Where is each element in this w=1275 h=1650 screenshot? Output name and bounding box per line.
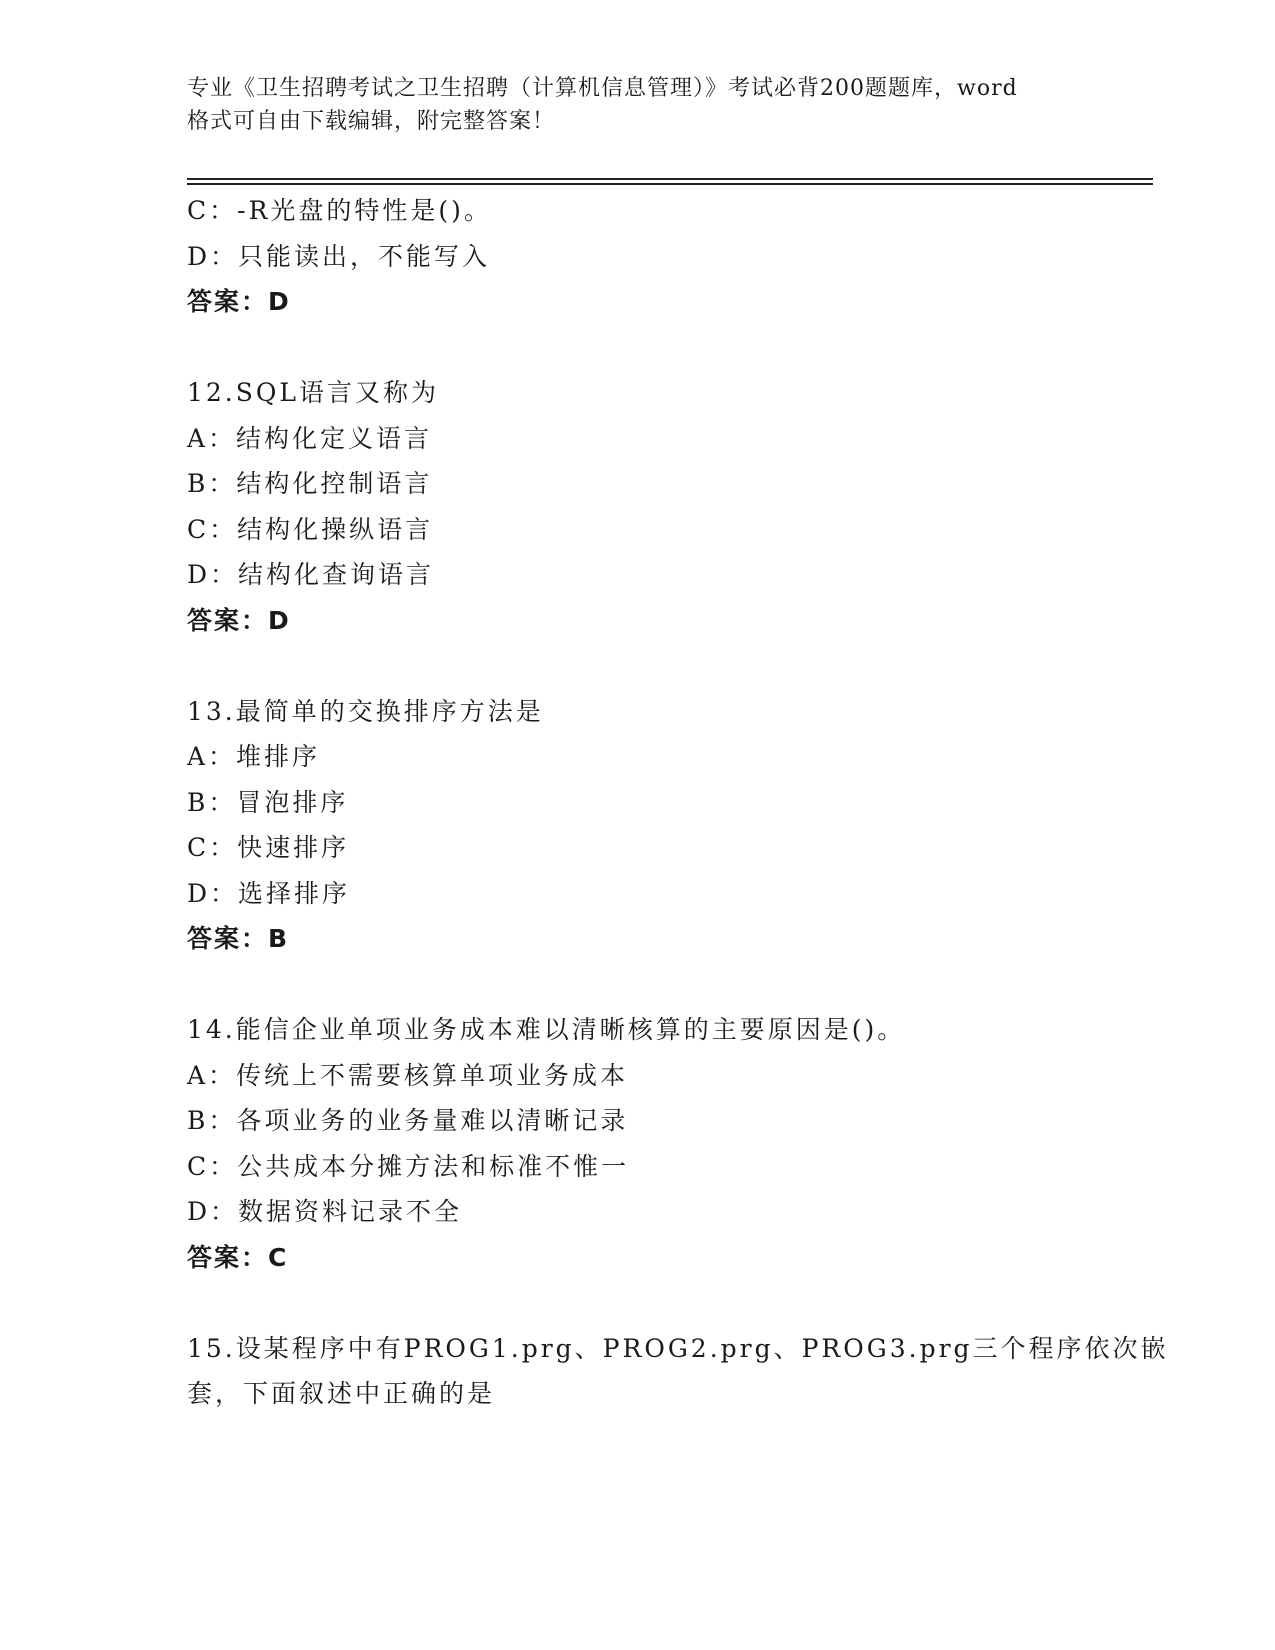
- option-c: C：公共成本分摊方法和标准不惟一: [187, 1151, 630, 1181]
- answer-line: 答案：B: [187, 924, 290, 953]
- option-d: D：结构化查询语言: [187, 560, 435, 589]
- option-b: B：结构化控制语言: [187, 469, 433, 498]
- option-b: B：冒泡排序: [187, 787, 349, 817]
- question-fragment: [187, 188, 1087, 325]
- option-c: C：-R光盘的特性是()。: [187, 196, 492, 225]
- question-list: [187, 188, 1169, 1417]
- header-divider-bottom: [187, 183, 1153, 185]
- question-15: [187, 1326, 1169, 1417]
- question-13: [187, 689, 1087, 962]
- question-14: [187, 1007, 1087, 1280]
- header-line-2: 格式可自由下载编辑，附完整答案！: [187, 109, 556, 134]
- question-stem-line-2: 套，下面叙述中正确的是: [187, 1379, 496, 1408]
- header-divider-top: [187, 178, 1153, 180]
- spacer: [187, 1280, 1087, 1326]
- answer-line: 答案：D: [187, 605, 291, 635]
- option-c: C：结构化操纵语言: [187, 514, 434, 544]
- option-a: A：结构化定义语言: [187, 423, 433, 453]
- option-a: A：传统上不需要核算单项业务成本: [187, 1060, 629, 1090]
- answer-line: 答案：C: [187, 1242, 289, 1272]
- question-12: [187, 370, 1087, 643]
- option-d: D：数据资料记录不全: [187, 1197, 463, 1226]
- question-stem-line-1: 15.设某程序中有PROG1.prg、PROG2.prg、PROG3.prg三个程序依次嵌: [187, 1333, 1169, 1363]
- option-d: D：选择排序: [187, 878, 351, 908]
- question-stem: 14.能信企业单项业务成本难以清晰核算的主要原因是()。: [187, 1015, 906, 1044]
- option-b: B：各项业务的业务量难以清晰记录: [187, 1106, 629, 1135]
- option-a: A：堆排序: [187, 742, 321, 771]
- header-line-1: 专业《卫生招聘考试之卫生招聘（计算机信息管理）》考试必背200题题库，word: [187, 76, 1018, 101]
- document-header: [187, 72, 1087, 138]
- answer-line: 答案：D: [187, 287, 291, 316]
- spacer: [187, 325, 1087, 371]
- question-stem: 12.SQL语言又称为: [187, 378, 439, 407]
- option-c: C：快速排序: [187, 833, 350, 862]
- spacer: [187, 962, 1087, 1008]
- question-stem: 13.最简单的交换排序方法是: [187, 696, 544, 726]
- option-d: D：只能读出，不能写入: [187, 241, 491, 271]
- spacer: [187, 643, 1087, 689]
